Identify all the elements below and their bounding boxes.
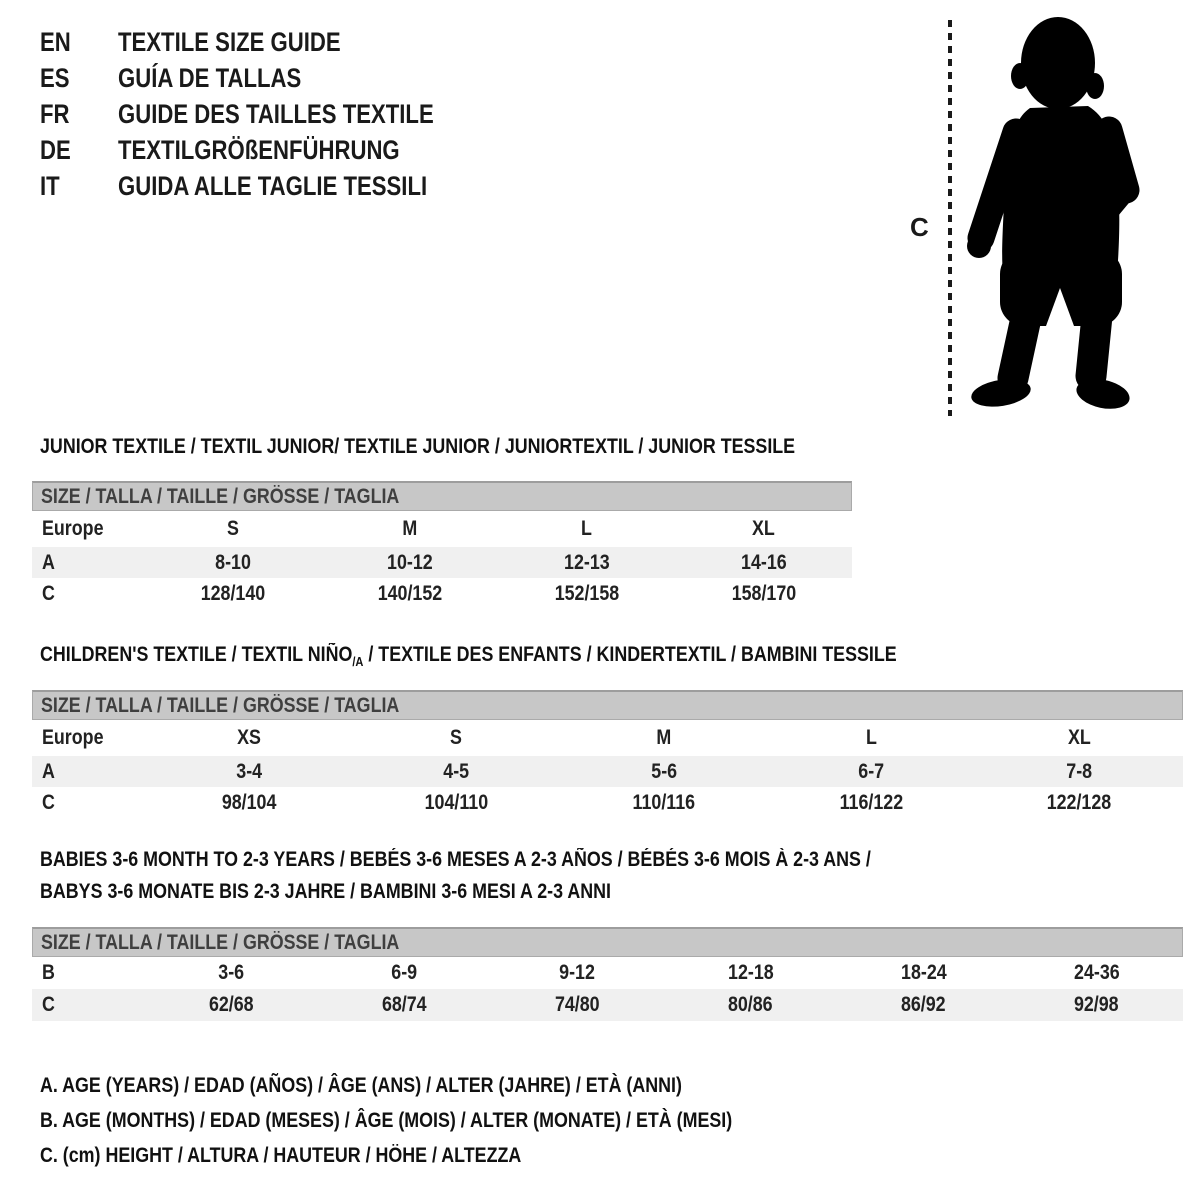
size-header-bar (32, 690, 1183, 720)
section-title-junior: JUNIOR TEXTILE / TEXTIL JUNIOR/ TEXTILE JUNIOR / JUNIORTEXTIL / JUNIOR TESSILE (40, 435, 796, 458)
size-value: 4-5 (443, 759, 470, 783)
language-label: TEXTILE SIZE GUIDE (118, 26, 341, 57)
size-bar-label: SIZE / TALLA / TAILLE / GRÖSSE / TAGLIA (41, 693, 400, 717)
language-label: GUIDE DES TAILLES TEXTILE (118, 98, 434, 129)
size-bar-label: SIZE / TALLA / TAILLE / GRÖSSE / TAGLIA (41, 484, 400, 508)
column-header: L (866, 726, 878, 749)
size-value: 98/104 (221, 790, 277, 814)
baby-silhouette-icon (900, 0, 1200, 430)
size-bar-label: SIZE / TALLA / TAILLE / GRÖSSE / TAGLIA (41, 930, 400, 954)
size-value: 3-4 (235, 759, 262, 783)
column-header: XL (752, 517, 776, 540)
column-header: M (402, 517, 418, 540)
language-code: EN (40, 26, 71, 57)
size-header-bar (32, 927, 1183, 957)
language-row-fr (40, 96, 503, 132)
region-label: Europe (42, 726, 104, 749)
table-header-row (32, 720, 1183, 756)
table-junior (32, 481, 852, 609)
size-value: 10-12 (387, 550, 433, 574)
column-header: M (656, 726, 672, 749)
language-label: TEXTILGRÖßENFÜHRUNG (118, 134, 400, 165)
size-value: 9-12 (559, 961, 596, 984)
language-code: FR (40, 98, 70, 129)
table-children (32, 690, 1183, 818)
language-row-en (40, 24, 503, 60)
column-header: S (450, 726, 463, 749)
size-value: 122/128 (1046, 790, 1112, 814)
language-row-es (40, 60, 503, 96)
table-header-row (32, 511, 852, 547)
toddler-shape (967, 17, 1132, 413)
size-value: 152/158 (554, 581, 620, 605)
column-header: S (227, 517, 240, 540)
ninoa-subscript: /A (352, 654, 364, 670)
footnote-height-cm: C. (cm) HEIGHT / ALTURA / HAUTEUR / HÖHE / ALTEZZA (40, 1143, 522, 1167)
size-value: 14-16 (740, 550, 787, 574)
table-row-months (32, 957, 1183, 989)
region-label: Europe (42, 517, 104, 540)
footnote-age-years: A. AGE (YEARS) / EDAD (AÑOS) / ÂGE (ANS) / ALTER (JAHRE) / ETÀ (ANNI) (40, 1073, 682, 1097)
table-row-height (32, 578, 852, 609)
size-value: 80/86 (728, 993, 773, 1016)
size-value: 92/98 (1074, 993, 1119, 1016)
size-value: 86/92 (901, 993, 946, 1016)
size-value: 7-8 (1066, 759, 1093, 783)
language-code: ES (40, 62, 70, 93)
row-label: C (42, 790, 55, 814)
size-value: 24-36 (1073, 961, 1120, 984)
size-figure (900, 0, 1200, 430)
section-title-babies: BABIES 3-6 MONTH TO 2-3 YEARS / BEBÉS 3-6 MESES A 2-3 AÑOS / BÉBÉS 3-6 MOIS À 2-3 ANS / BABYS 3-6 MONATE BIS 2-3 JAHRE / BAMBINI 3-6 MESI A 2-3 ANNI (40, 848, 871, 903)
table-row-height (32, 989, 1183, 1021)
row-label: C (42, 581, 55, 605)
size-value: 110/116 (632, 790, 696, 814)
size-value: 3-6 (218, 961, 245, 984)
size-value: 104/110 (424, 790, 489, 814)
table-row-age (32, 547, 852, 578)
language-label: GUIDA ALLE TAGLIE TESSILI (118, 170, 428, 201)
language-code: IT (40, 170, 60, 201)
size-value: 68/74 (382, 993, 427, 1016)
column-header: XS (236, 726, 261, 749)
size-value: 12-13 (564, 550, 610, 574)
size-value: 158/170 (731, 581, 796, 605)
size-value: 18-24 (900, 961, 947, 984)
size-value: 8-10 (215, 550, 252, 574)
row-label: A (42, 550, 55, 574)
size-value: 116/122 (839, 790, 904, 814)
table-babies (32, 927, 1183, 1021)
row-label: A (42, 759, 55, 783)
size-value: 6-7 (858, 759, 885, 783)
table-row-age (32, 756, 1183, 787)
size-value: 128/140 (201, 581, 266, 605)
column-header: XL (1067, 726, 1091, 749)
language-row-it (40, 168, 503, 204)
size-value: 140/152 (377, 581, 443, 605)
size-value: 6-9 (391, 961, 418, 984)
size-header-bar (32, 481, 852, 511)
footnote-age-months: B. AGE (MONTHS) / EDAD (MESES) / ÂGE (MOIS) / ALTER (MONATE) / ETÀ (MESI) (40, 1108, 733, 1132)
section-title-children: CHILDREN'S TEXTILE / TEXTIL $NIÑO_{/A}$ / TEXTILE DES ENFANTS / KINDERTEXTIL / BAMBINI TESSILE (40, 643, 897, 670)
language-code: DE (40, 134, 71, 165)
size-value: 5-6 (651, 759, 677, 783)
language-row-de (40, 132, 503, 168)
size-value: 62/68 (209, 993, 254, 1016)
table-row-height (32, 787, 1183, 818)
row-label: C (42, 993, 55, 1016)
column-header: L (581, 517, 593, 540)
height-measure-label: C (910, 212, 929, 242)
size-value: 12-18 (727, 961, 774, 984)
language-header (40, 24, 503, 204)
language-label: GUÍA DE TALLAS (118, 62, 302, 93)
row-label: B (42, 961, 55, 984)
size-value: 74/80 (555, 993, 600, 1016)
footnotes (40, 1068, 854, 1173)
